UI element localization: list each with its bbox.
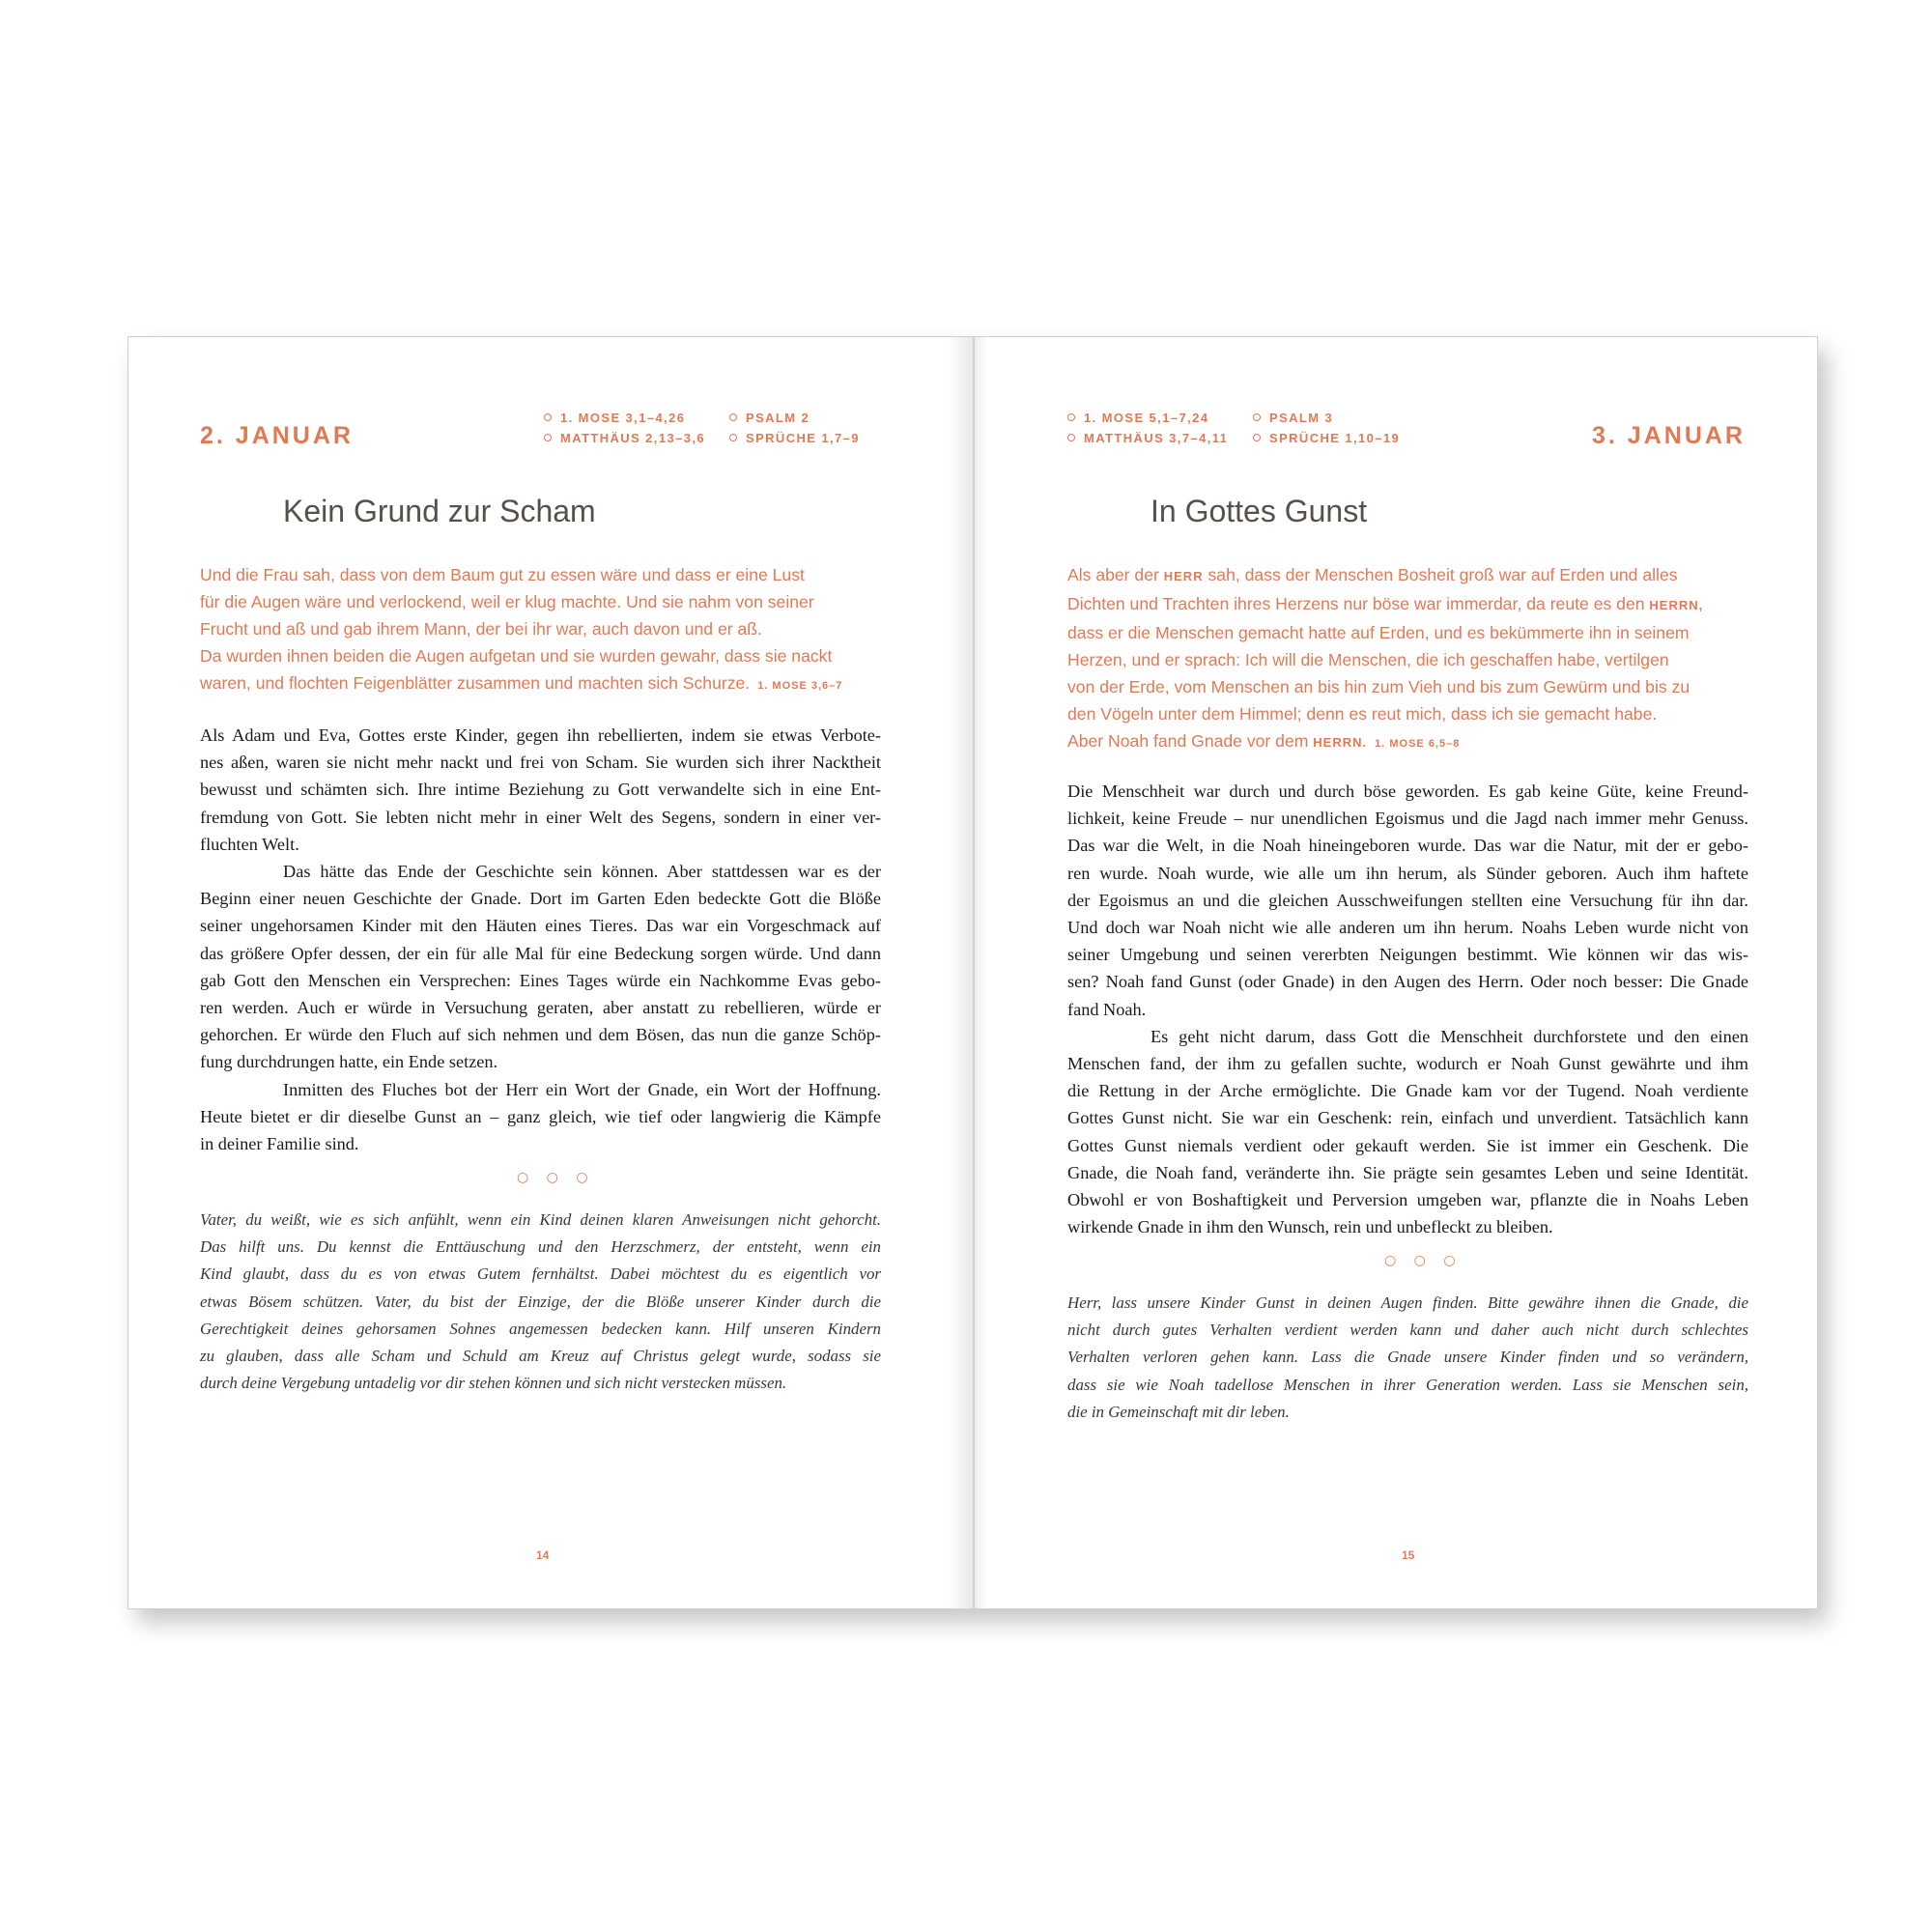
prayer-line: Kind glaubt, dass du es von etwas Gutem fernhältst. Dabei möchtest du es eigentlich vor [200,1264,881,1284]
body-line: bewusst und schämten sich. Ihre intime Beziehung zu Gott verwandelte sich in eine Ent- [200,780,881,800]
reading-item: SPRÜCHE 1,7–9 [729,431,860,445]
body-line: gehorchen. Er würde den Fluch auf sich nehmen und dem Bösen, das nun die ganze Schöp- [200,1025,881,1045]
circle-icon [1067,413,1075,421]
body-line: Obwohl er von Boshaftigkeit und Perversion umgeben war, pflanzte die in Noahs Leben [1067,1190,1748,1210]
body-line: Gottes Gunst niemals verdient oder gekauft werden. Sie ist immer ein Geschenk. Die [1067,1135,1748,1155]
reading-item: 1. MOSE 5,1–7,24 [1067,411,1208,425]
page-number: 14 [536,1548,550,1562]
verse-line: Aber Noah fand Gnade vor dem HERRN. 1. MOSE 6,5–8 [1067,731,1461,751]
body-line: ren wurde. Noah wurde, wie alle um ihn herum, als Sünder geboren. Auch ihm haftete [1067,863,1748,883]
body-line: Das hätte das Ende der Geschichte sein können. Aber stattdessen war es der [283,862,881,882]
prayer-line: dass sie wie Noah tadellose Menschen in ihrer Generation werden. Lass sie Menschen sein, [1067,1375,1748,1394]
verse-reference: 1. MOSE 6,5–8 [1375,738,1461,750]
prayer-text [200,1207,881,1397]
body-line: ren werden. Auch er würde in Versuchung geraten, aber anstatt zu rebellieren, würde er [200,998,881,1018]
verse-line: Dichten und Trachten ihres Herzens nur böse war immerdar, da reute es den HERRN, [1067,594,1704,613]
body-line: Gnade, die Noah fand, veränderte ihn. Sie prägte sein gesamtes Leben und seine Identität. [1067,1162,1748,1182]
prayer-line: durch deine Vergebung untadelig vor dir stehen können und sich nicht verstecken müssen. [200,1374,787,1393]
section-ornament: ○ ○ ○ [517,1170,595,1185]
verse-reference: 1. MOSE 3,6–7 [757,680,843,692]
book-spread [128,336,1818,1609]
devotion-title: In Gottes Gunst [1151,494,1368,528]
verse-line: dass er die Menschen gemacht hatte auf Erden, und es bekümmerte ihn in seinem [1067,623,1690,642]
body-line: Heute bietet er dir dieselbe Gunst an – ganz gleich, wie tief oder langwierig die Kämpfe [200,1106,881,1126]
body-line: fand Noah. [1067,999,1147,1019]
body-line: sen? Noah fand Gunst (oder Gnade) in den Augen des Herrn. Oder noch besser: Die Gnade [1067,972,1748,992]
right-page [974,336,1818,1609]
devotion-title: Kein Grund zur Scham [283,494,596,528]
reading-item: PSALM 3 [1253,411,1333,425]
prayer-line: Gerechtigkeit deines gehorsamen Sohnes angemessen bedecken kann. Hilf unseren Kindern [200,1319,881,1338]
body-line: seiner Umgebung und seinen vererbten Neigungen bestimmt. Wie können wir das wis- [1067,945,1748,965]
scripture-quote [1067,561,1768,757]
circle-icon [544,413,552,421]
devotion-body [1067,778,1748,1240]
reading-item: SPRÜCHE 1,10–19 [1253,431,1400,445]
page-date: 3. JANUAR [1592,422,1746,449]
body-line: Menschen fand, der ihm zu gefallen suchte, wodurch er Noah Gunst gewährte und ihm [1067,1054,1748,1074]
prayer-text [1067,1290,1748,1426]
body-line: die Rettung in der Arche ermöglichte. Die Gnade kam vor der Tugend. Noah verdiente [1067,1081,1748,1101]
body-line: fluchten Welt. [200,834,299,854]
prayer-line: Herr, lass unsere Kinder Gunst in deinen Augen finden. Bitte gewähre ihnen die Gnade, die [1067,1293,1748,1312]
reading-item: 1. MOSE 3,1–4,26 [544,411,685,425]
body-line: Beginn einer neuen Geschichte der Gnade. Dort im Garten Eden bedeckte Gott die Blöße [200,889,881,909]
prayer-line: Vater, du weißt, wie es sich anfühlt, wenn ein Kind deinen klaren Anweisungen nicht gehorcht. [200,1210,881,1229]
body-line: Als Adam und Eva, Gottes erste Kinder, gegen ihn rebellierten, indem sie etwas Verbote- [200,725,881,745]
prayer-line: die in Gemeinschaft mit dir leben. [1067,1402,1290,1421]
circle-icon [1067,434,1075,441]
body-line: Die Menschheit war durch und durch böse geworden. Es gab keine Güte, keine Freund- [1067,781,1748,801]
verse-line: waren, und flochten Feigenblätter zusammen und machten sich Schurze. 1. MOSE 3,6–7 [200,673,843,693]
body-line: in deiner Familie sind. [200,1134,359,1154]
circle-icon [1253,413,1261,421]
circle-icon [729,413,737,421]
verse-line: den Vögeln unter dem Himmel; denn es reut mich, dass ich sie gemacht habe. [1067,704,1658,724]
scripture-quote [200,561,900,699]
circle-icon [1253,434,1261,441]
body-line: der Egoismus an und die gleichen Ausschweifungen stellten eine Versuchung für ihn dar. [1067,890,1748,910]
body-line: Das war die Welt, in die Noah hineingeboren wurde. Das war die Natur, mit der er gebo- [1067,836,1748,856]
verse-line: Als aber der HERR sah, dass der Menschen Bosheit groß war auf Erden und alles [1067,565,1678,584]
prayer-line: etwas Bösem schützen. Vater, du bist der Einzige, der die Blöße unserer Kinder durch die [200,1292,881,1311]
devotion-body [200,722,881,1157]
body-line: fung durchdrungen hatte, ein Ende setzen. [200,1052,498,1072]
body-line: Gottes Gunst nicht. Sie war ein Geschenk: rein, einfach und unverdient. Tatsächlich kann [1067,1108,1748,1128]
body-line: fremdung von Gott. Sie lebten nicht mehr in einer Welt des Segens, sondern in einer ver- [200,807,881,827]
reading-item: MATTHÄUS 3,7–4,11 [1067,431,1228,445]
section-ornament: ○ ○ ○ [1384,1253,1463,1268]
page-number: 15 [1402,1548,1415,1562]
body-line: nes aßen, waren sie nicht mehr nackt und frei von Scham. Sie wurden sich ihrer Nacktheit [200,753,881,773]
page-date: 2. JANUAR [200,422,354,449]
verse-line: Da wurden ihnen beiden die Augen aufgetan und sie wurden gewahr, dass sie nackt [200,646,833,666]
verse-line: Und die Frau sah, dass von dem Baum gut zu essen wäre und dass er eine Lust [200,565,805,584]
body-line: gab Gott den Menschen ein Versprechen: Eines Tages würde ein Nachkomme Evas gebo- [200,970,881,990]
body-line: lichkeit, keine Freude – nur unendlichen Egoismus und die Jagd nach immer mehr Genuss. [1067,809,1748,829]
verse-line: Frucht und aß und gab ihrem Mann, der bei ihr war, auch davon und er aß. [200,619,762,639]
body-line: seiner ungehorsamen Kinder mit den Häuten eines Tieres. Das war ein Vorgeschmack auf [200,916,881,936]
body-line: wirkende Gnade in ihm den Wunsch, rein und unbefleckt zu bleiben. [1067,1217,1553,1237]
circle-icon [729,434,737,441]
reading-item: PSALM 2 [729,411,810,425]
prayer-line: Verhalten verloren gehen kann. Lass die Gnade unsere Kinder finden und so verändern, [1067,1348,1748,1367]
prayer-line: Das hilft uns. Du kennst die Enttäuschung und den Herzschmerz, der entsteht, wenn ein [200,1237,881,1257]
body-line: Und doch war Noah nicht wie alle anderen um ihn herum. Noahs Leben wurde nicht von [1067,918,1748,938]
circle-icon [544,434,552,441]
verse-line: für die Augen wäre und verlockend, weil er klug machte. Und sie nahm von seiner [200,592,814,611]
verse-line: Herzen, und er sprach: Ich will die Menschen, die ich geschaffen habe, vertilgen [1067,650,1669,669]
reading-item: MATTHÄUS 2,13–3,6 [544,431,705,445]
body-line: Inmitten des Fluches bot der Herr ein Wort der Gnade, ein Wort der Hoffnung. [283,1079,881,1099]
body-line: Es geht nicht darum, dass Gott die Menschheit durchforstete und den einen [1151,1026,1748,1046]
prayer-line: nicht durch gutes Verhalten verdient werden kann und daher auch nicht durch schlechtes [1067,1321,1748,1340]
prayer-line: zu glauben, dass alle Scham und Schuld am Kreuz auf Christus gelegt wurde, sodass sie [200,1347,881,1366]
left-page [128,336,974,1609]
body-line: das größere Opfer dessen, der ein für alle Mal für eine Bedeckung sorgen würde. Und dann [200,943,881,963]
verse-line: von der Erde, vom Menschen an bis hin zum Vieh und bis zum Gewürm und bis zu [1067,677,1690,696]
